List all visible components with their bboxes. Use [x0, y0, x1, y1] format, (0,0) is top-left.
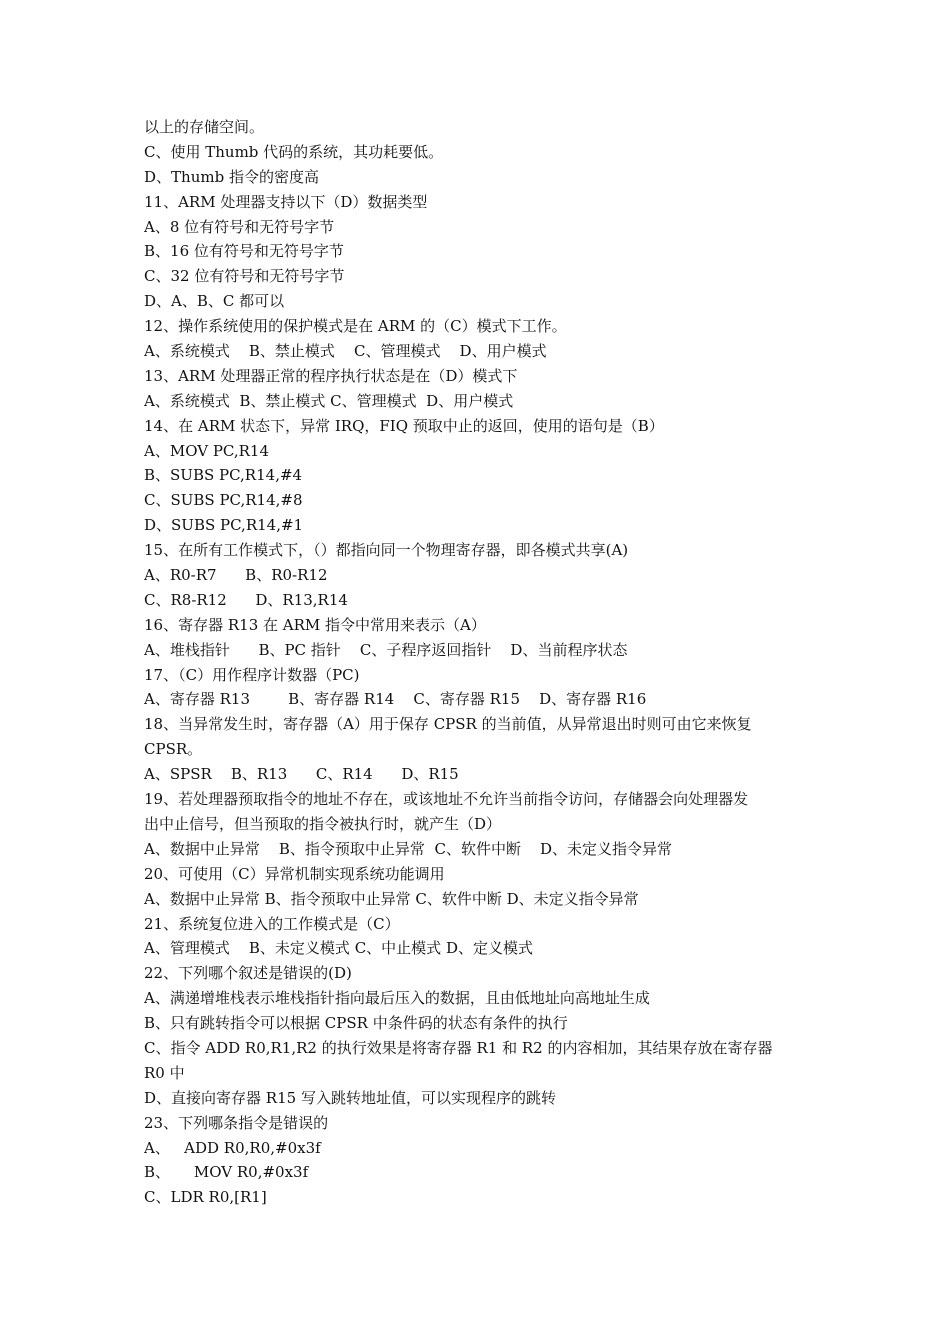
- option-line: D、A、B、C 都可以: [144, 292, 285, 311]
- question-line: 18、当异常发生时，寄存器（A）用于保存 CPSR 的当前值，从异常退出时则可由它来恢复: [144, 715, 752, 734]
- text-line: C、使用 Thumb 代码的系统，其功耗要低。: [144, 142, 444, 161]
- option-line: A、管理模式 B、未定义模式 C、中止模式 D、定义模式: [144, 939, 533, 958]
- question-line: 23、下列哪条指令是错误的: [144, 1113, 329, 1132]
- option-line: A、数据中止异常 B、指令预取中止异常 C、软件中断 D、未定义指令异常: [144, 839, 673, 858]
- option-line: B、16 位有符号和无符号字节: [144, 242, 344, 261]
- text-line: 以上的存储空间。: [144, 118, 265, 136]
- option-line: A、堆栈指针 B、PC 指针 C、子程序返回指针 D、当前程序状态: [144, 640, 628, 659]
- option-line: A、寄存器 R13 B、寄存器 R14 C、寄存器 R15 D、寄存器 R16: [144, 690, 647, 709]
- option-line: C、R8-R12 D、R13,R14: [144, 590, 348, 609]
- option-line: C、SUBS PC,R14,#8: [144, 491, 303, 510]
- option-line: D、SUBS PC,R14,#1: [144, 516, 304, 535]
- question-line: 20、可使用（C）异常机制实现系统功能调用: [144, 864, 445, 883]
- option-line: A、 ADD R0,R0,#0x3f: [144, 1138, 321, 1157]
- question-line: 15、在所有工作模式下，（）都指向同一个物理寄存器，即各模式共享(A): [144, 541, 629, 560]
- question-line: 21、系统复位进入的工作模式是（C）: [144, 914, 400, 933]
- option-line: A、系统模式 B、禁止模式 C、管理模式 D、用户模式: [144, 391, 514, 410]
- option-line: R0 中: [144, 1063, 185, 1082]
- question-line: 17、（C）用作程序计数器（PC): [144, 665, 360, 684]
- option-line: D、直接向寄存器 R15 写入跳转地址值，可以实现程序的跳转: [144, 1088, 556, 1107]
- option-line: B、只有跳转指令可以根据 CPSR 中条件码的状态有条件的执行: [144, 1014, 568, 1033]
- question-line: 11、ARM 处理器支持以下（D）数据类型: [144, 192, 428, 211]
- option-line: A、SPSR B、R13 C、R14 D、R15: [144, 765, 459, 784]
- question-line: 16、寄存器 R13 在 ARM 指令中常用来表示（A）: [144, 615, 486, 634]
- text-line: D、Thumb 指令的密度高: [144, 167, 319, 186]
- option-line: A、R0-R7 B、R0-R12: [144, 566, 328, 585]
- question-line: 12、操作系统使用的保护模式是在 ARM 的（C）模式下工作。: [144, 317, 567, 336]
- question-line: 22、下列哪个叙述是错误的(D): [144, 964, 352, 983]
- question-line: 13、ARM 处理器正常的程序执行状态是在（D）模式下: [144, 366, 518, 385]
- option-line: C、32 位有符号和无符号字节: [144, 267, 345, 286]
- option-line: A、8 位有符号和无符号字节: [144, 217, 335, 236]
- option-line: C、LDR R0,[R1]: [144, 1188, 267, 1207]
- question-line: 出中止信号，但当预取的指令被执行时，就产生（D）: [144, 814, 502, 833]
- document-page: [144, 115, 814, 1210]
- option-line: A、数据中止异常 B、指令预取中止异常 C、软件中断 D、未定义指令异常: [144, 889, 639, 908]
- question-line: CPSR。: [144, 740, 203, 759]
- question-line: 14、在 ARM 状态下，异常 IRQ，FIQ 预取中止的返回，使用的语句是（B）: [144, 416, 664, 435]
- option-line: A、满递增堆栈表示堆栈指针指向最后压入的数据，且由低地址向高地址生成: [144, 989, 650, 1008]
- option-line: B、 MOV R0,#0x3f: [144, 1163, 309, 1182]
- option-line: C、指令 ADD R0,R1,R2 的执行效果是将寄存器 R1 和 R2 的内容相加，其结果存放在寄存器: [144, 1038, 773, 1057]
- option-line: A、系统模式 B、禁止模式 C、管理模式 D、用户模式: [144, 342, 547, 361]
- question-line: 19、若处理器预取指令的地址不存在，或该地址不允许当前指令访问，存储器会向处理器发: [144, 790, 749, 809]
- option-line: B、SUBS PC,R14,#4: [144, 466, 303, 485]
- option-line: A、MOV PC,R14: [144, 441, 270, 460]
